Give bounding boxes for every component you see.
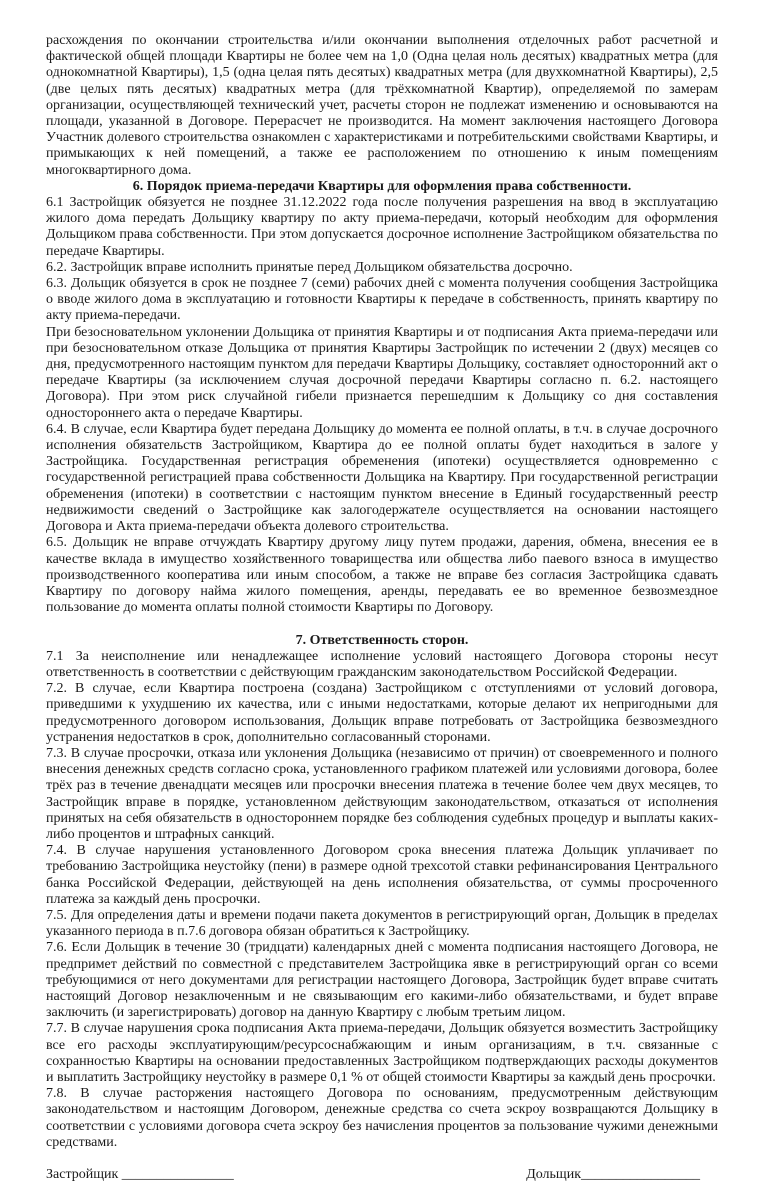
clause-7-2: 7.2. В случае, если Квартира построена (создана) Застройщиком с отступлениями от условий договора, приведшими к ухудшению их качества, или с иными недостатками, которые делают их непригодными для предусмотренного договором использования, Дольщик вправе потребовать от Застройщика безвозмездного устранения недостатков в срок, дополнительно согласованный сторонами.: [46, 681, 718, 745]
clause-6-1: 6.1 Застройщик обязуется не позднее 31.12.2022 года после получения разрешения на ввод в эксплуатацию жилого дома передать Дольщику квартиру по акту приема-передачи, который необходим для оформления Дольщиком права собственности. При этом допускается досрочное исполнение Застройщиком обязательства по передаче Квартиры.: [46, 195, 718, 259]
clause-6-4: 6.4. В случае, если Квартира будет передана Дольщику до момента ее полной оплаты, в т.ч. в случае досрочного исполнения обязательств Застройщиком, Квартира до ее полной оплаты будет находиться в залоге у Застройщика. Государственная регистрация обременения (ипотеки) осуществляется одновременно с государственной регистрацией права собственности Дольщика на Квартиру. При государственной регистрации обременения (ипотеки) в соответствии с настоящим пунктом внесение в Единый государственный реестр недвижимости сведений о Застройщике как залогодержателе осуществляется на основании настоящего Договора и Акта приема-передачи объекта долевого строительства.: [46, 421, 718, 535]
clause-7-7: 7.7. В случае нарушения срока подписания Акта приема-передачи, Дольщик обязуется возместить Застройщику все его расходы эксплуатирующим/ресурсоснабжающим и иным организациям, в т.ч. связанные с сохранностью Квартиры на основании предоставленных Застройщиком подтверждающих расходы документов и выплатить Застройщику неустойку в размере 0,1 % от общей стоимости Квартиры за каждый день просрочки.: [46, 1021, 718, 1085]
clause-6-2: 6.2. Застройщик вправе исполнить принятые перед Дольщиком обязательства досрочно.: [46, 259, 573, 275]
clause-6-3-continued: При безосновательном уклонении Дольщика от принятия Квартиры и от подписания Акта приема-передачи или при безосновательном отказе Дольщика от принятия Квартиры Застройщик по истечении 2 (двух) месяцев со дня, предусмотренного настоящим пунктом для передачи Квартиры Дольщику, составляет односторонний акт о передаче Квартиры (за исключением случая досрочной передачи Квартиры согласно п. 6.2. настоящего Договора). При этом риск случайной гибели признается перешедшим к Дольщику со дня составления одностороннего акта о передаче Квартиры.: [46, 324, 718, 421]
spacer: [46, 616, 718, 632]
clause-7-6: 7.6. Если Дольщик в течение 30 (тридцати) календарных дней с момента подписания настоящего Договора, не предпримет действий по совместной с представителем Застройщика явке в регистрирующий орган со всеми требующимися от него документами для регистрации настоящего Договора, Застройщик будет вправе считать настоящий Договор незаключенным и не связывающим его какими-либо обязательствами, и будет вправе заключить (и зарегистрировать) договор на данную Квартиру с любым третьим лицом.: [46, 940, 718, 1021]
section-6-title: 6. Порядок приема-передачи Квартиры для оформления права собственности.: [132, 178, 632, 194]
clause-7-5: 7.5. Для определения даты и времени подачи пакета документов в регистрирующий орган, Дольщик в пределах указанного периода в п.7.6 договора обязан обратиться к Застройщику.: [46, 907, 718, 940]
signature-block: [46, 1167, 718, 1183]
section-7-title: 7. Ответственность сторон.: [295, 632, 469, 648]
clause-7-4: 7.4. В случае нарушения установленного Договором срока внесения платежа Дольщик уплачивает по требованию Застройщика неустойку (пени) в размере одной трехсотой ставки рефинансирования Центрального банка Российской Федерации, действующей на день исполнения обязательства, от суммы просроченного платежа за каждый день просрочки.: [46, 843, 718, 907]
developer-signature-line: Застройщик ________________: [46, 1167, 234, 1182]
clause-7-3: 7.3. В случае просрочки, отказа или уклонения Дольщика (независимо от причин) от своевременного и полного внесения денежных средств согласно срока, установленного графиком платежей или условиями договора, более трёх раз в течение двенадцати месяцев или просрочки внесения платежа в течение более чем двух месяцев, то Застройщик вправе в порядке, установленном действующим законодательством, отказаться от исполнения принятых на себя обязательств в одностороннем порядке без соблюдения судебных процедур и выплаты каких-либо процентов и штрафных санкций.: [46, 745, 718, 842]
clause-7-8: 7.8. В случае расторжения настоящего Договора по основаниям, предусмотренным действующим законодательством и настоящим Договором, денежные средства со счета эскроу возвращаются Дольщику в соответствии с условиями договора счета эскроу без начисления процентов за пользование чужими денежными средствами.: [46, 1086, 718, 1150]
clause-6-5: 6.5. Дольщик не вправе отчуждать Квартиру другому лицу путем продажи, дарения, обмена, внесения ее в качестве вклада в имущество хозяйственного товарищества или общества либо паевого взноса в имущество производственного кооператива или иным способом, а также не вправе без согласия Застройщика сдавать Квартиру по договору найма жилого помещения, аренды, передавать ее во временное безвозмездное пользование до момента оплаты полной стоимости Квартиры по Договору.: [46, 535, 718, 616]
intro-paragraph: расхождения по окончании строительства и/или окончании выполнения отделочных работ расчетной и фактической общей площади Квартиры не более чем на 1,0 (Одна целая ноль десятых) квадратных метра (для однокомнатной Квартиры), 1,5 (одна целая пять десятых) квадратных метра (для двухкомнатной Квартиры), 2,5 (две целых пять десятых) квадратных метра (для трёхкомнатной Квартир), определяемой по замерам организации, осуществляющей технический учет, расчеты сторон не подлежат изменению и основываются на площади, указанной в Договоре. Перерасчет не производится. На момент заключения настоящего Договора Участник долевого строительства ознакомлен с характеристиками и потребительскими свойствами Квартиры, и примыкающих к ней помещений, а также ее расположением по отношению к иным помещениям многоквартирного дома.: [46, 33, 718, 178]
shareholder-signature-line: Дольщик_________________: [526, 1167, 700, 1182]
clause-7-1: 7.1 За неисполнение или ненадлежащее исполнение условий настоящего Договора стороны несут ответственность в соответствии с действующим гражданским законодательством Российской Федерации.: [46, 648, 718, 680]
clause-6-3: 6.3. Дольщик обязуется в срок не позднее 7 (семи) рабочих дней с момента получения сообщения Застройщика о вводе жилого дома в эксплуатацию и готовности Квартиры к передаче в собственность, принять квартиру по акту приема-передачи.: [46, 276, 718, 324]
